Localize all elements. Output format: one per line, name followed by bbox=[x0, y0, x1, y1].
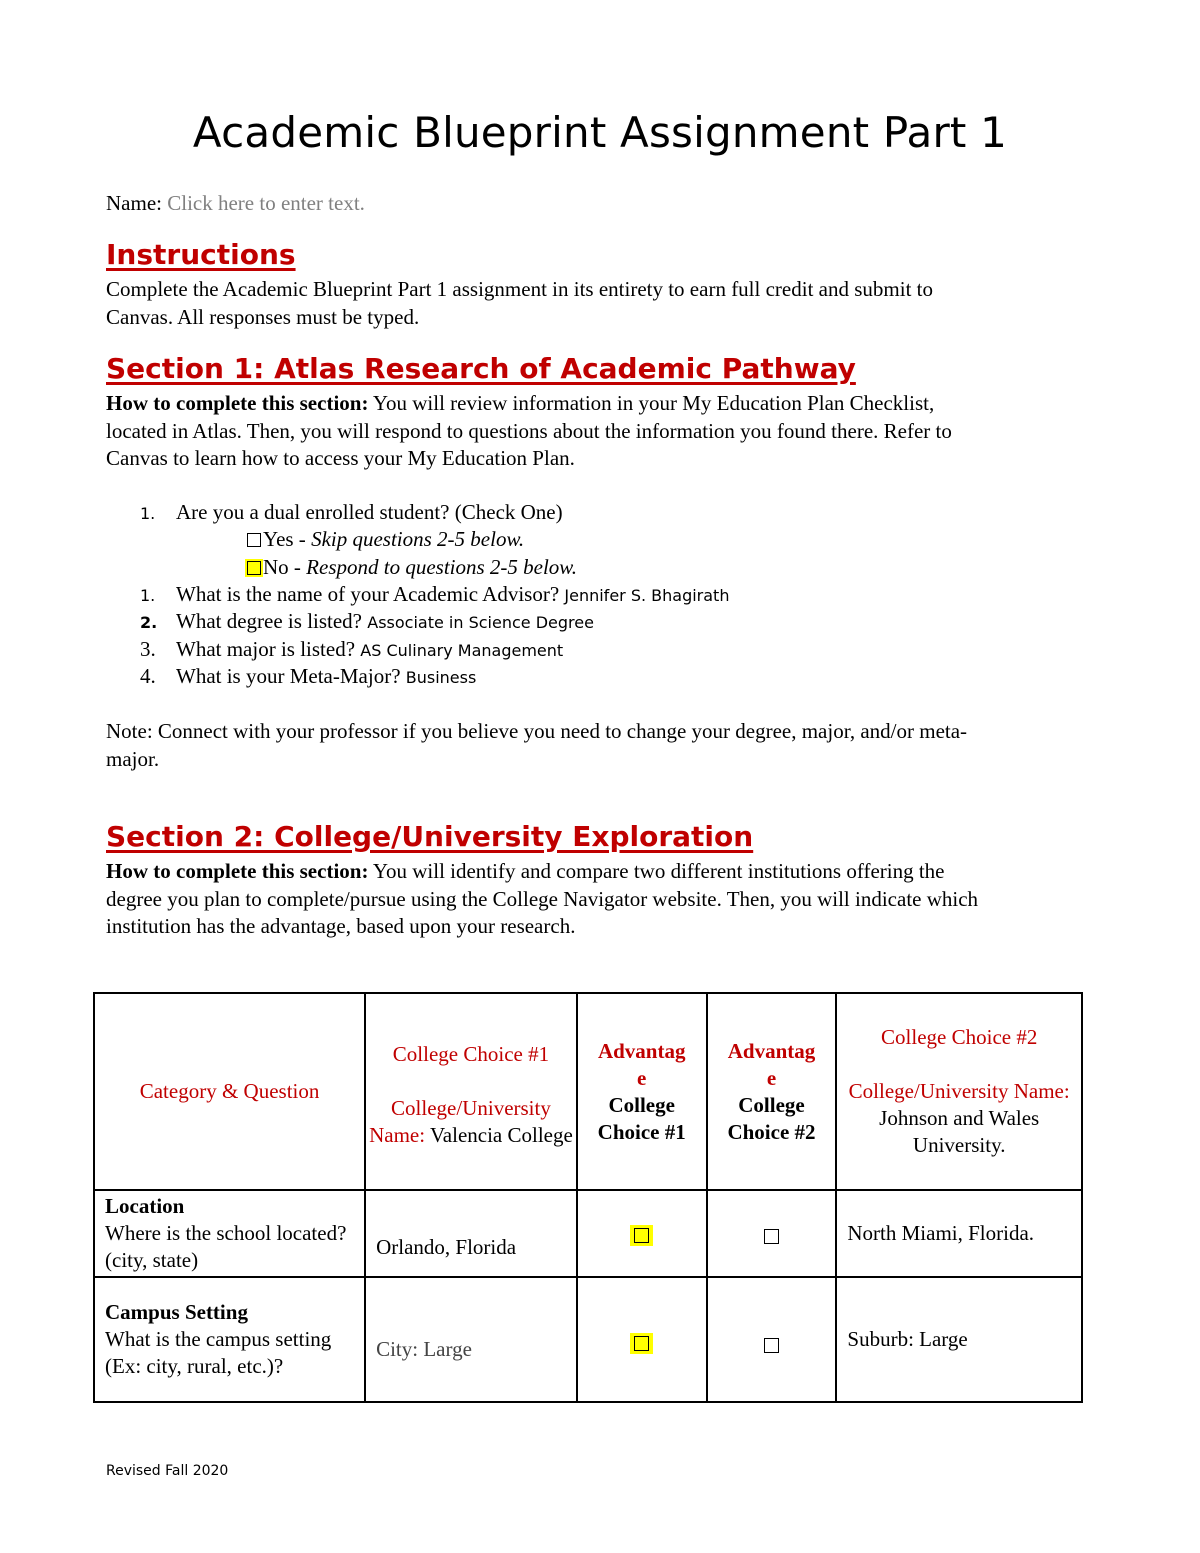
how-text: located in Atlas. Then, you will respond to questions about the information you found there. Refer to bbox=[106, 418, 952, 443]
table-row bbox=[94, 1190, 1082, 1277]
header-text: Category & Question bbox=[139, 1079, 320, 1103]
advantage2-cell[interactable] bbox=[707, 1277, 837, 1402]
checkbox-yes[interactable] bbox=[247, 533, 261, 547]
advantage1-cell[interactable] bbox=[577, 1190, 707, 1277]
header-text: e bbox=[766, 1065, 777, 1090]
question-text: What is the name of your Academic Advisor? bbox=[176, 582, 565, 606]
advantage1-cell[interactable] bbox=[577, 1277, 707, 1402]
name-label: Name: bbox=[106, 191, 162, 215]
document-title: Academic Blueprint Assignment Part 1 bbox=[192, 108, 1008, 157]
header-category bbox=[94, 993, 365, 1190]
instructions-line: Complete the Academic Blueprint Part 1 assignment in its entirety to earn full credit and submit to bbox=[106, 277, 933, 301]
option-label: Yes - bbox=[263, 527, 312, 551]
note-line: Note: Connect with your professor if you believe you need to change your degree, major, and/or meta- bbox=[106, 719, 968, 743]
question-degree bbox=[140, 609, 594, 634]
option-label: No - bbox=[263, 555, 307, 579]
option-hint: Skip questions 2-5 below. bbox=[311, 527, 525, 551]
name-field-row bbox=[106, 190, 365, 218]
header-advantage-1 bbox=[577, 993, 707, 1190]
header-text: Name: bbox=[369, 1123, 426, 1147]
question-1 bbox=[140, 500, 563, 525]
header-text: College/University Name: bbox=[848, 1079, 1070, 1103]
instructions-text bbox=[106, 276, 933, 331]
instructions-heading: Instructions bbox=[106, 238, 296, 271]
header-text: College Choice #2 bbox=[881, 1025, 1038, 1049]
advantage2-checkbox[interactable] bbox=[764, 1229, 779, 1244]
section2-instructions bbox=[106, 858, 978, 941]
category-title: Location bbox=[105, 1194, 185, 1218]
choice1-value-text[interactable]: City: Large bbox=[376, 1337, 472, 1361]
checkbox-no[interactable] bbox=[247, 561, 261, 575]
question-major bbox=[140, 637, 563, 662]
header-text: College Choice #1 bbox=[392, 1042, 550, 1066]
how-text: degree you plan to complete/pursue using the College Navigator website. Then, you will indicate which bbox=[106, 886, 979, 911]
comparison-table bbox=[93, 992, 1083, 1403]
choice2-value-text[interactable]: Suburb: Large bbox=[847, 1327, 968, 1351]
question-number: 1. bbox=[140, 586, 156, 605]
category-title: Campus Setting bbox=[105, 1300, 248, 1324]
how-text: Canvas to learn how to access your My Education Plan. bbox=[106, 446, 575, 470]
question-meta-major bbox=[140, 664, 476, 689]
section1-heading: Section 1: Atlas Research of Academic Pathway bbox=[106, 352, 856, 385]
category-question: What is the campus setting (Ex: city, rural, etc.)? bbox=[105, 1327, 332, 1378]
name-input[interactable]: Click here to enter text. bbox=[167, 191, 365, 215]
header-text: College Choice #1 bbox=[597, 1092, 686, 1144]
checkbox-highlight bbox=[630, 1225, 653, 1246]
header-text: College/University bbox=[391, 1096, 551, 1120]
option-no[interactable] bbox=[245, 554, 577, 582]
choice1-name[interactable]: Valencia College bbox=[425, 1123, 573, 1147]
question-number: 3. bbox=[140, 637, 156, 661]
section1-instructions bbox=[106, 390, 952, 473]
checkbox-highlight bbox=[630, 1333, 653, 1354]
choice2-value[interactable] bbox=[836, 1190, 1082, 1277]
answer-meta-major[interactable]: Business bbox=[405, 668, 477, 687]
footer: Revised Fall 2020 bbox=[106, 1463, 229, 1479]
question-number: 2. bbox=[140, 613, 158, 632]
table-header-row bbox=[94, 993, 1082, 1190]
question-number: 4. bbox=[140, 664, 156, 688]
how-label: How to complete this section: bbox=[106, 391, 369, 415]
advantage1-checkbox[interactable] bbox=[634, 1228, 649, 1243]
header-text: Advantag bbox=[727, 1038, 816, 1063]
table-row bbox=[94, 1277, 1082, 1402]
option-yes[interactable] bbox=[247, 526, 524, 554]
header-choice2 bbox=[836, 993, 1082, 1190]
category-question: Where is the school located? (city, state) bbox=[105, 1221, 347, 1272]
question-text: What major is listed? bbox=[176, 637, 361, 661]
choice2-value[interactable] bbox=[836, 1277, 1082, 1402]
category-cell bbox=[94, 1190, 365, 1277]
choice1-value[interactable] bbox=[365, 1190, 577, 1277]
answer-advisor[interactable]: Jennifer S. Bhagirath bbox=[564, 586, 730, 605]
choice2-name[interactable]: Johnson and Wales University. bbox=[879, 1106, 1040, 1157]
choice1-value[interactable] bbox=[365, 1277, 577, 1402]
answer-major[interactable]: AS Culinary Management bbox=[360, 641, 564, 660]
advantage2-checkbox[interactable] bbox=[764, 1338, 779, 1353]
section2-heading: Section 2: College/University Exploration bbox=[106, 820, 754, 853]
how-text: You will review information in your My Education Plan Checklist, bbox=[368, 391, 935, 415]
option-hint: Respond to questions 2-5 below. bbox=[306, 555, 578, 579]
category-cell bbox=[94, 1277, 365, 1402]
header-text: College Choice #2 bbox=[727, 1092, 816, 1144]
advantage1-checkbox[interactable] bbox=[634, 1336, 649, 1351]
how-text: institution has the advantage, based upon your research. bbox=[106, 914, 576, 938]
choice1-value-text[interactable]: Orlando, Florida bbox=[376, 1235, 517, 1259]
instructions-line: Canvas. All responses must be typed. bbox=[106, 304, 420, 329]
header-advantage-2 bbox=[707, 993, 837, 1190]
note-line: major. bbox=[106, 746, 160, 771]
header-text: Advantag bbox=[597, 1038, 686, 1063]
question-text: Are you a dual enrolled student? (Check One) bbox=[176, 500, 563, 524]
note bbox=[106, 718, 967, 773]
question-text: What is your Meta-Major? bbox=[176, 664, 406, 688]
how-label: How to complete this section: bbox=[106, 859, 369, 883]
answer-degree[interactable]: Associate in Science Degree bbox=[367, 613, 594, 632]
choice2-value-text[interactable]: North Miami, Florida. bbox=[847, 1221, 1035, 1245]
header-choice1 bbox=[365, 993, 577, 1190]
question-text: What degree is listed? bbox=[176, 609, 368, 633]
checkbox-highlight bbox=[245, 559, 263, 577]
advantage2-cell[interactable] bbox=[707, 1190, 837, 1277]
question-advisor bbox=[140, 582, 729, 607]
header-text: e bbox=[637, 1065, 647, 1090]
question-number: 1. bbox=[140, 504, 156, 523]
how-text: You will identify and compare two different institutions offering the bbox=[368, 859, 945, 883]
